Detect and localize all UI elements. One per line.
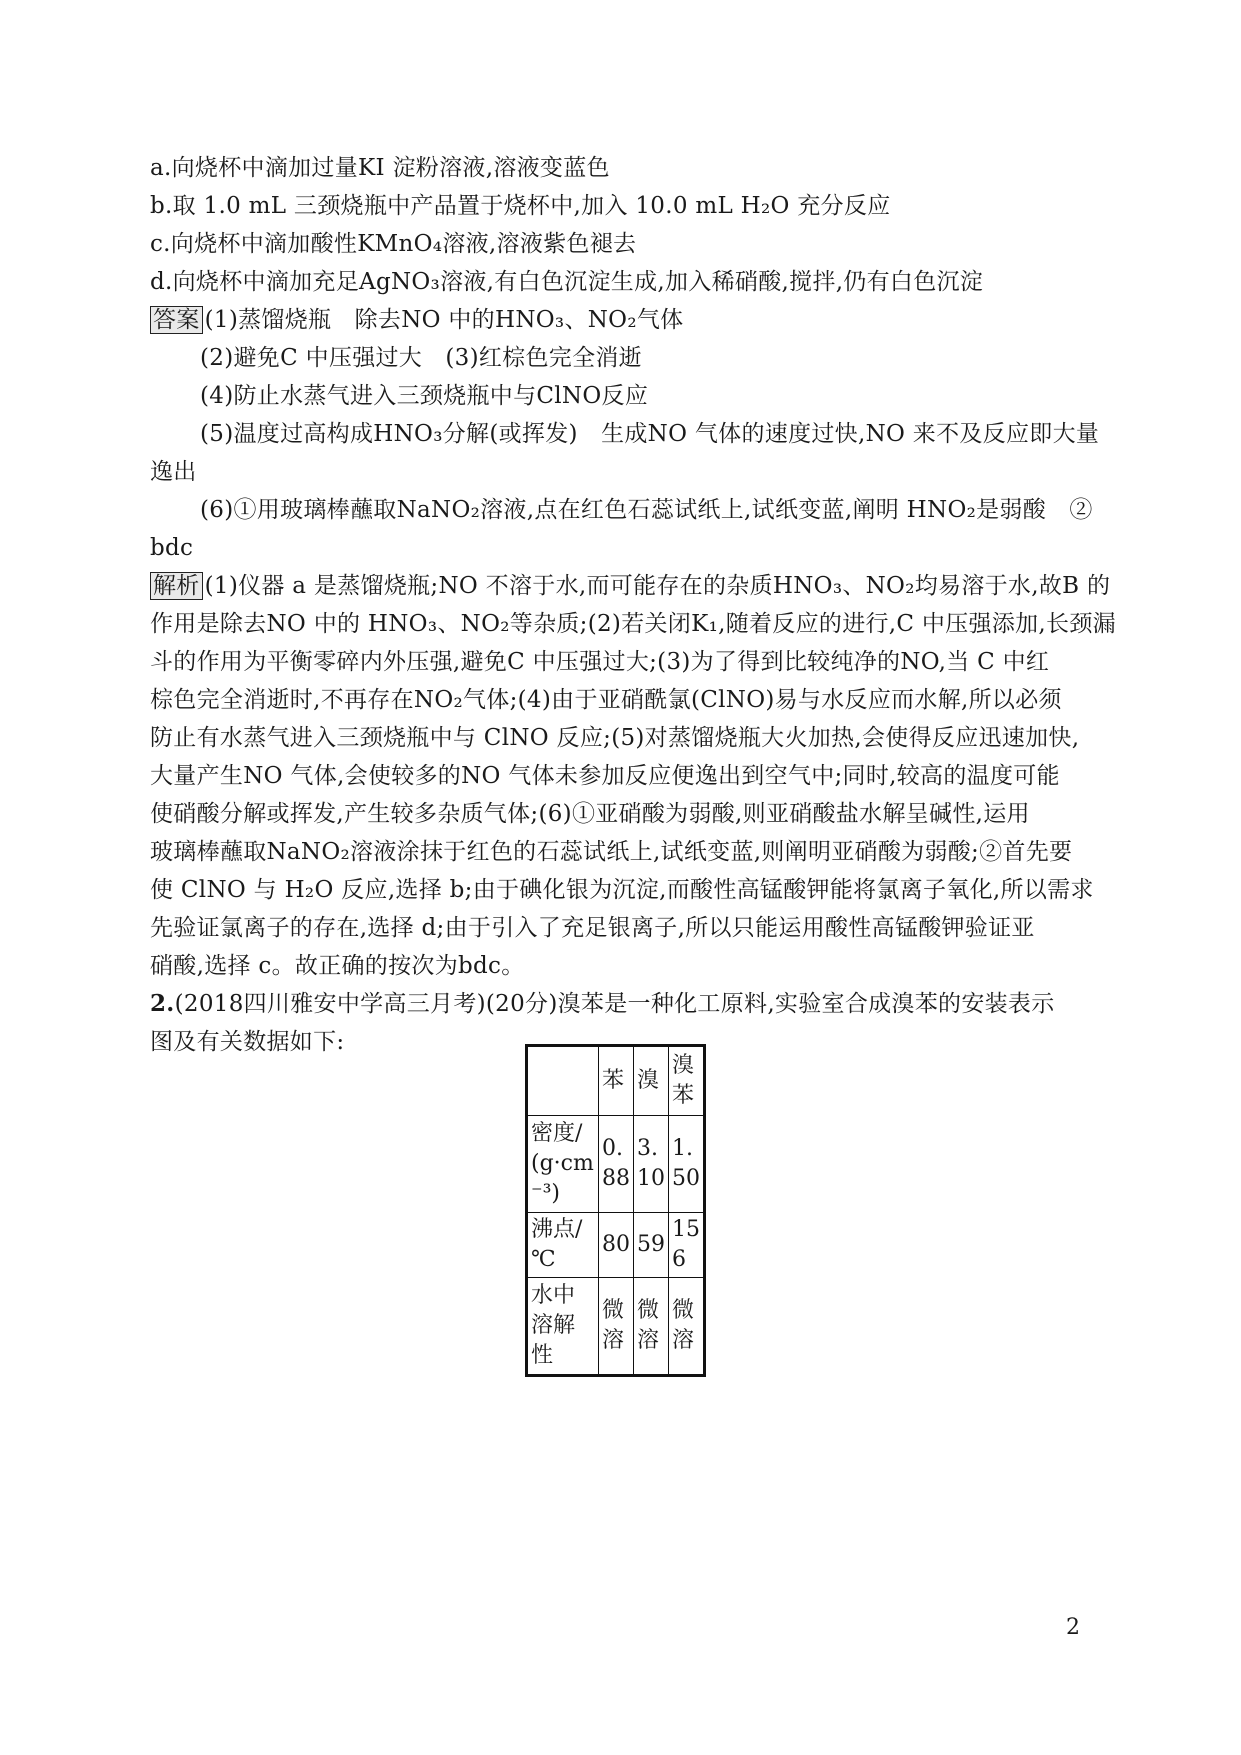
table-row: [527, 1278, 705, 1376]
table-cell: 1.50: [669, 1116, 705, 1213]
analysis-line-3: 斗的作用为平衡零碎内外压强,避免C 中压强过大;(3)为了得到比较纯净的NO,当 C 中红: [150, 649, 1050, 675]
table-header-cell: 溴: [634, 1046, 669, 1116]
analysis-line-10: 先验证氯离子的存在,选择 d;由于引入了充足银离子,所以只能运用酸性高锰酸钾验证亚: [150, 915, 1035, 941]
answer-line-7: bdc: [150, 535, 194, 561]
table-header-cell: [527, 1046, 599, 1116]
analysis-line-7: 使硝酸分解或挥发,产生较多杂质气体;(6)①亚硝酸为弱酸,则亚硝酸盐水解呈碱性,运用: [150, 801, 1030, 827]
table-cell: 80: [599, 1213, 634, 1278]
properties-table: [525, 1044, 706, 1377]
table-header-cell: 溴苯: [669, 1046, 705, 1116]
answer-line-6: (6)①用玻璃棒蘸取NaNO₂溶液,点在红色石蕊试纸上,试纸变蓝,阐明 HNO₂是弱酸 ②: [200, 497, 1093, 523]
question-2-line-1: [150, 989, 1090, 1019]
table-row: [527, 1116, 705, 1213]
table-cell: 156: [669, 1213, 705, 1278]
analysis-text-1: (1)仪器 a 是蒸馏烧瓶;NO 不溶于水,而可能存在的杂质HNO₃、NO₂均易溶于水,故B 的: [204, 573, 1111, 599]
table-header-row: [527, 1046, 705, 1116]
analysis-line-4: 棕色完全消逝时,不再存在NO₂气体;(4)由于亚硝酰氯(ClNO)易与水反应而水解,所以必须: [150, 687, 1062, 713]
table-cell: 0.88: [599, 1116, 634, 1213]
analysis-line-2: 作用是除去NO 中的 HNO₃、NO₂等杂质;(2)若关闭K₁,随着反应的进行,C 中压强添加,长颈漏: [150, 611, 1116, 637]
option-a: a.向烧杯中滴加过量KI 淀粉溶液,溶液变蓝色: [150, 155, 610, 181]
option-c: c.向烧杯中滴加酸性KMnO₄溶液,溶液紫色褪去: [150, 231, 637, 257]
table-cell: 59: [634, 1213, 669, 1278]
table-row: [527, 1213, 705, 1278]
table-cell: 3.10: [634, 1116, 669, 1213]
page-number: 2: [1066, 1615, 1080, 1640]
answer-line-5: 逸出: [150, 459, 197, 485]
option-d: d.向烧杯中滴加充足AgNO₃溶液,有白色沉淀生成,加入稀硝酸,搅拌,仍有白色沉淀: [150, 269, 984, 295]
question-2-text-1: (2018四川雅安中学高三月考)(20分)溴苯是一种化工原料,实验室合成溴苯的安装表示: [174, 991, 1055, 1017]
answer-line-2: (2)避免C 中压强过大 (3)红棕色完全消逝: [200, 345, 642, 371]
answer-line-1: [150, 305, 1090, 335]
table-cell: 微溶: [599, 1278, 634, 1376]
table-header-cell: 苯: [599, 1046, 634, 1116]
table-cell: 微溶: [669, 1278, 705, 1376]
analysis-line-6: 大量产生NO 气体,会使较多的NO 气体未参加反应便逸出到空气中;同时,较高的温度可能: [150, 763, 1060, 789]
answer-line-3: (4)防止水蒸气进入三颈烧瓶中与ClNO反应: [200, 383, 649, 409]
answer-tag: 答案: [150, 306, 203, 334]
table-cell: 微溶: [634, 1278, 669, 1376]
table-row-label: 密度/(g·cm⁻³): [527, 1116, 599, 1213]
answer-line-4: (5)温度过高构成HNO₃分解(或挥发) 生成NO 气体的速度过快,NO 来不及反应即大量: [200, 421, 1100, 447]
question-number: 2.: [150, 990, 175, 1017]
analysis-line-8: 玻璃棒蘸取NaNO₂溶液涂抹于红色的石蕊试纸上,试纸变蓝,则阐明亚硝酸为弱酸;②首先要: [150, 839, 1073, 865]
table-row-label: 水中溶解性: [527, 1278, 599, 1376]
answer-text-1: (1)蒸馏烧瓶 除去NO 中的HNO₃、NO₂气体: [204, 307, 684, 333]
analysis-line-5: 防止有水蒸气进入三颈烧瓶中与 ClNO 反应;(5)对蒸馏烧瓶大火加热,会使得反应迅速加快,: [150, 725, 1080, 751]
analysis-line-11: 硝酸,选择 c。故正确的按次为bdc。: [150, 953, 525, 979]
table-row-label: 沸点/℃: [527, 1213, 599, 1278]
question-2-line-2: 图及有关数据如下:: [150, 1029, 345, 1055]
analysis-tag: 解析: [150, 572, 203, 600]
analysis-line-1: [150, 571, 1111, 601]
analysis-line-9: 使 ClNO 与 H₂O 反应,选择 b;由于碘化银为沉淀,而酸性高锰酸钾能将氯离子氧化,所以需求: [150, 877, 1094, 903]
option-b: b.取 1.0 mL 三颈烧瓶中产品置于烧杯中,加入 10.0 mL H₂O 充分反应: [150, 193, 891, 219]
